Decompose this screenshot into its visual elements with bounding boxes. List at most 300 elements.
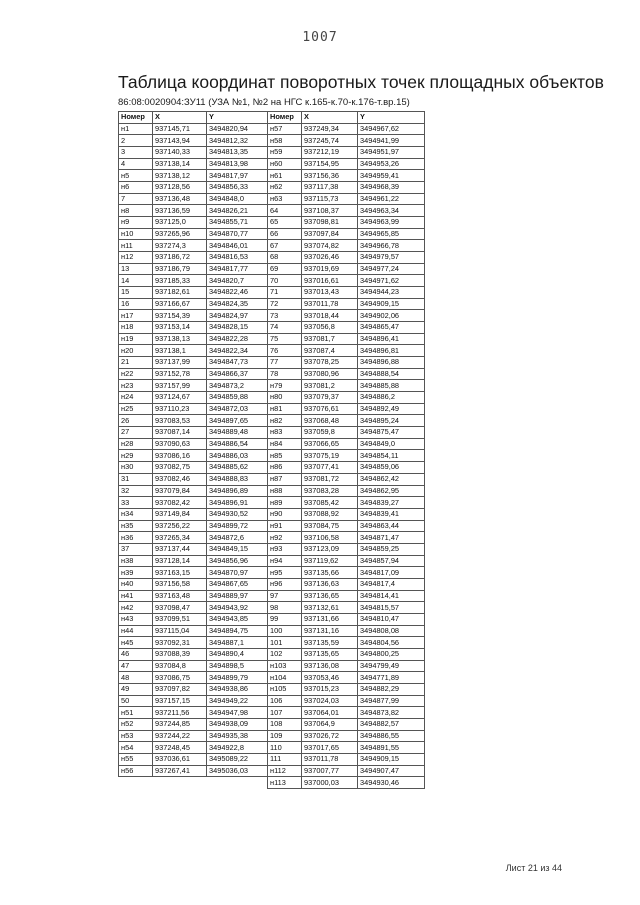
point-number: н103 bbox=[268, 660, 302, 672]
table-row bbox=[119, 462, 268, 474]
point-number: н40 bbox=[119, 578, 153, 590]
x-coordinate: 937185,33 bbox=[153, 275, 207, 287]
point-number: 101 bbox=[268, 637, 302, 649]
y-coordinate: 3494839,41 bbox=[358, 508, 425, 520]
point-number: 16 bbox=[119, 298, 153, 310]
point-number: н30 bbox=[119, 462, 153, 474]
point-number: н81 bbox=[268, 403, 302, 415]
point-number: 77 bbox=[268, 357, 302, 369]
x-coordinate: 937108,37 bbox=[302, 205, 358, 217]
table-row bbox=[268, 707, 425, 719]
point-number: н80 bbox=[268, 392, 302, 404]
y-coordinate: 3494895,24 bbox=[358, 415, 425, 427]
x-coordinate: 937131,16 bbox=[302, 625, 358, 637]
table-row bbox=[268, 508, 425, 520]
point-number: 75 bbox=[268, 333, 302, 345]
x-coordinate: 937011,78 bbox=[302, 298, 358, 310]
y-coordinate: 3494846,01 bbox=[207, 240, 268, 252]
table-row bbox=[119, 590, 268, 602]
x-coordinate: 937135,59 bbox=[302, 637, 358, 649]
y-coordinate: 3494898,5 bbox=[207, 660, 268, 672]
y-coordinate: 3494859,06 bbox=[358, 462, 425, 474]
table-row bbox=[268, 578, 425, 590]
y-coordinate: 3494875,47 bbox=[358, 427, 425, 439]
table-row bbox=[268, 695, 425, 707]
y-coordinate: 3494862,95 bbox=[358, 485, 425, 497]
table-row bbox=[119, 718, 268, 730]
y-coordinate: 3494930,52 bbox=[207, 508, 268, 520]
point-number: 74 bbox=[268, 322, 302, 334]
x-coordinate: 937098,81 bbox=[302, 217, 358, 229]
table-row bbox=[119, 170, 268, 182]
table-row bbox=[119, 287, 268, 299]
y-coordinate: 3494856,33 bbox=[207, 182, 268, 194]
x-coordinate: 937145,71 bbox=[153, 123, 207, 135]
table-row bbox=[119, 742, 268, 754]
x-coordinate: 937082,42 bbox=[153, 497, 207, 509]
x-coordinate: 937123,09 bbox=[302, 543, 358, 555]
table-row bbox=[268, 473, 425, 485]
table-row bbox=[268, 543, 425, 555]
table-row bbox=[268, 427, 425, 439]
point-number: н91 bbox=[268, 520, 302, 532]
y-coordinate: 3494894,75 bbox=[207, 625, 268, 637]
y-coordinate: 3494896,91 bbox=[207, 497, 268, 509]
y-coordinate: 3494979,57 bbox=[358, 252, 425, 264]
x-coordinate: 937157,99 bbox=[153, 380, 207, 392]
x-coordinate: 937125,0 bbox=[153, 217, 207, 229]
x-coordinate: 937081,7 bbox=[302, 333, 358, 345]
point-number: н83 bbox=[268, 427, 302, 439]
x-coordinate: 937186,72 bbox=[153, 252, 207, 264]
y-coordinate: 3494812,32 bbox=[207, 135, 268, 147]
point-number: 46 bbox=[119, 648, 153, 660]
table-row bbox=[268, 392, 425, 404]
x-coordinate: 937136,63 bbox=[302, 578, 358, 590]
table-row bbox=[119, 672, 268, 684]
x-coordinate: 937087,14 bbox=[153, 427, 207, 439]
point-number: 13 bbox=[119, 263, 153, 275]
point-number: н55 bbox=[119, 753, 153, 765]
y-coordinate: 3494855,71 bbox=[207, 217, 268, 229]
point-number: 109 bbox=[268, 730, 302, 742]
point-number: 106 bbox=[268, 695, 302, 707]
x-coordinate: 937138,12 bbox=[153, 170, 207, 182]
table-row bbox=[268, 228, 425, 240]
x-coordinate: 937085,42 bbox=[302, 497, 358, 509]
table-row bbox=[268, 590, 425, 602]
page-subtitle: 86:08:0020904:ЗУ11 (УЗА №1, №2 на НГС к.165-к.70-к.176-т.вр.15) bbox=[118, 97, 410, 108]
x-coordinate: 937143,94 bbox=[153, 135, 207, 147]
table-row bbox=[268, 298, 425, 310]
table-header-row bbox=[119, 112, 268, 124]
table-row bbox=[119, 485, 268, 497]
y-coordinate: 3494873,2 bbox=[207, 380, 268, 392]
table-row bbox=[119, 333, 268, 345]
point-number: н38 bbox=[119, 555, 153, 567]
table-row bbox=[119, 648, 268, 660]
y-coordinate: 3494871,47 bbox=[358, 532, 425, 544]
coordinates-table-left bbox=[118, 111, 268, 777]
table-row bbox=[268, 345, 425, 357]
y-coordinate: 3494828,15 bbox=[207, 322, 268, 334]
table-row bbox=[268, 450, 425, 462]
y-coordinate: 3494870,97 bbox=[207, 567, 268, 579]
y-coordinate: 3494813,35 bbox=[207, 147, 268, 159]
point-number: н88 bbox=[268, 485, 302, 497]
y-coordinate: 3494856,96 bbox=[207, 555, 268, 567]
x-coordinate: 937136,48 bbox=[153, 193, 207, 205]
point-number: н89 bbox=[268, 497, 302, 509]
header-y: Y bbox=[358, 112, 425, 124]
point-number: 65 bbox=[268, 217, 302, 229]
table-row bbox=[268, 438, 425, 450]
y-coordinate: 3494822,28 bbox=[207, 333, 268, 345]
point-number: н19 bbox=[119, 333, 153, 345]
x-coordinate: 937098,47 bbox=[153, 602, 207, 614]
y-coordinate: 3494949,22 bbox=[207, 695, 268, 707]
table-row bbox=[268, 310, 425, 322]
x-coordinate: 937149,84 bbox=[153, 508, 207, 520]
point-number: 70 bbox=[268, 275, 302, 287]
x-coordinate: 937017,65 bbox=[302, 742, 358, 754]
point-number: 67 bbox=[268, 240, 302, 252]
point-number: 47 bbox=[119, 660, 153, 672]
y-coordinate: 3494822,34 bbox=[207, 345, 268, 357]
table-row bbox=[119, 567, 268, 579]
point-number: н18 bbox=[119, 322, 153, 334]
point-number: н85 bbox=[268, 450, 302, 462]
point-number: н82 bbox=[268, 415, 302, 427]
point-number: 50 bbox=[119, 695, 153, 707]
table-row bbox=[268, 718, 425, 730]
y-coordinate: 3494943,92 bbox=[207, 602, 268, 614]
x-coordinate: 937015,23 bbox=[302, 683, 358, 695]
x-coordinate: 937086,16 bbox=[153, 450, 207, 462]
y-coordinate: 3494968,39 bbox=[358, 182, 425, 194]
x-coordinate: 937068,48 bbox=[302, 415, 358, 427]
y-coordinate: 3494938,86 bbox=[207, 683, 268, 695]
point-number: 68 bbox=[268, 252, 302, 264]
y-coordinate: 3494892,49 bbox=[358, 403, 425, 415]
table-row bbox=[268, 193, 425, 205]
point-number: н87 bbox=[268, 473, 302, 485]
y-coordinate: 3494800,25 bbox=[358, 648, 425, 660]
x-coordinate: 937274,3 bbox=[153, 240, 207, 252]
y-coordinate: 3494967,62 bbox=[358, 123, 425, 135]
y-coordinate: 3494909,15 bbox=[358, 298, 425, 310]
x-coordinate: 937097,82 bbox=[153, 683, 207, 695]
point-number: н63 bbox=[268, 193, 302, 205]
table-row bbox=[119, 555, 268, 567]
table-row bbox=[119, 427, 268, 439]
x-coordinate: 937138,13 bbox=[153, 333, 207, 345]
y-coordinate: 3494816,53 bbox=[207, 252, 268, 264]
point-number: н45 bbox=[119, 637, 153, 649]
y-coordinate: 3494817,4 bbox=[358, 578, 425, 590]
y-coordinate: 3494824,35 bbox=[207, 298, 268, 310]
point-number: 98 bbox=[268, 602, 302, 614]
point-number: 69 bbox=[268, 263, 302, 275]
y-coordinate: 3494863,44 bbox=[358, 520, 425, 532]
table-row bbox=[119, 182, 268, 194]
table-row bbox=[119, 135, 268, 147]
header-number: Номер bbox=[119, 112, 153, 124]
x-coordinate: 937099,51 bbox=[153, 613, 207, 625]
point-number: 71 bbox=[268, 287, 302, 299]
header-x: X bbox=[302, 112, 358, 124]
x-coordinate: 937135,65 bbox=[302, 648, 358, 660]
y-coordinate: 3494815,57 bbox=[358, 602, 425, 614]
y-coordinate: 3494824,97 bbox=[207, 310, 268, 322]
table-row bbox=[268, 182, 425, 194]
x-coordinate: 937087,4 bbox=[302, 345, 358, 357]
y-coordinate: 3494963,99 bbox=[358, 217, 425, 229]
table-row bbox=[268, 333, 425, 345]
x-coordinate: 937137,44 bbox=[153, 543, 207, 555]
table-row bbox=[268, 753, 425, 765]
y-coordinate: 3494889,48 bbox=[207, 427, 268, 439]
point-number: н84 bbox=[268, 438, 302, 450]
y-coordinate: 3494944,23 bbox=[358, 287, 425, 299]
y-coordinate: 3494886,55 bbox=[358, 730, 425, 742]
point-number: 97 bbox=[268, 590, 302, 602]
x-coordinate: 937267,41 bbox=[153, 765, 207, 777]
table-row bbox=[119, 497, 268, 509]
table-row bbox=[268, 205, 425, 217]
y-coordinate: 3494896,88 bbox=[358, 357, 425, 369]
x-coordinate: 937152,78 bbox=[153, 368, 207, 380]
point-number: н29 bbox=[119, 450, 153, 462]
point-number: 32 bbox=[119, 485, 153, 497]
table-row bbox=[119, 625, 268, 637]
table-row bbox=[268, 322, 425, 334]
x-coordinate: 937078,25 bbox=[302, 357, 358, 369]
x-coordinate: 937249,34 bbox=[302, 123, 358, 135]
table-row bbox=[268, 683, 425, 695]
point-number: н105 bbox=[268, 683, 302, 695]
point-number: н22 bbox=[119, 368, 153, 380]
y-coordinate: 3494866,37 bbox=[207, 368, 268, 380]
point-number: 37 bbox=[119, 543, 153, 555]
table-row bbox=[268, 368, 425, 380]
x-coordinate: 937106,58 bbox=[302, 532, 358, 544]
table-row bbox=[268, 135, 425, 147]
x-coordinate: 937000,03 bbox=[302, 777, 358, 789]
y-coordinate: 3494971,62 bbox=[358, 275, 425, 287]
table-row bbox=[268, 252, 425, 264]
x-coordinate: 937212,19 bbox=[302, 147, 358, 159]
y-coordinate: 3494938,09 bbox=[207, 718, 268, 730]
y-coordinate: 3494886,2 bbox=[358, 392, 425, 404]
x-coordinate: 937244,85 bbox=[153, 718, 207, 730]
x-coordinate: 937079,84 bbox=[153, 485, 207, 497]
point-number: н96 bbox=[268, 578, 302, 590]
x-coordinate: 937154,95 bbox=[302, 158, 358, 170]
point-number: н61 bbox=[268, 170, 302, 182]
y-coordinate: 3494862,42 bbox=[358, 473, 425, 485]
table-row bbox=[119, 193, 268, 205]
y-coordinate: 3494887,1 bbox=[207, 637, 268, 649]
y-coordinate: 3494891,55 bbox=[358, 742, 425, 754]
y-coordinate: 3494882,29 bbox=[358, 683, 425, 695]
y-coordinate: 3494822,46 bbox=[207, 287, 268, 299]
y-coordinate: 3494867,65 bbox=[207, 578, 268, 590]
header-y: Y bbox=[207, 112, 268, 124]
x-coordinate: 937244,22 bbox=[153, 730, 207, 742]
point-number: 73 bbox=[268, 310, 302, 322]
x-coordinate: 937115,04 bbox=[153, 625, 207, 637]
table-row bbox=[268, 462, 425, 474]
table-row bbox=[119, 438, 268, 450]
y-coordinate: 3494899,79 bbox=[207, 672, 268, 684]
x-coordinate: 937081,72 bbox=[302, 473, 358, 485]
y-coordinate: 3494771,89 bbox=[358, 672, 425, 684]
table-row bbox=[268, 217, 425, 229]
point-number: н51 bbox=[119, 707, 153, 719]
page-number: 1007 bbox=[302, 30, 338, 45]
y-coordinate: 3495089,22 bbox=[207, 753, 268, 765]
y-coordinate: 3494959,41 bbox=[358, 170, 425, 182]
y-coordinate: 3494872,03 bbox=[207, 403, 268, 415]
point-number: н94 bbox=[268, 555, 302, 567]
table-row bbox=[119, 637, 268, 649]
x-coordinate: 937119,62 bbox=[302, 555, 358, 567]
point-number: н5 bbox=[119, 170, 153, 182]
x-coordinate: 937016,61 bbox=[302, 275, 358, 287]
y-coordinate: 3494817,97 bbox=[207, 170, 268, 182]
table-row bbox=[268, 625, 425, 637]
table-row bbox=[268, 287, 425, 299]
point-number: 14 bbox=[119, 275, 153, 287]
x-coordinate: 937245,74 bbox=[302, 135, 358, 147]
x-coordinate: 937182,61 bbox=[153, 287, 207, 299]
table-row bbox=[268, 263, 425, 275]
point-number: 99 bbox=[268, 613, 302, 625]
table-row bbox=[268, 567, 425, 579]
table-row bbox=[119, 147, 268, 159]
point-number: н43 bbox=[119, 613, 153, 625]
x-coordinate: 937088,39 bbox=[153, 648, 207, 660]
y-coordinate: 3495036,03 bbox=[207, 765, 268, 777]
point-number: 31 bbox=[119, 473, 153, 485]
x-coordinate: 937138,14 bbox=[153, 158, 207, 170]
x-coordinate: 937166,67 bbox=[153, 298, 207, 310]
x-coordinate: 937007,77 bbox=[302, 765, 358, 777]
x-coordinate: 937138,1 bbox=[153, 345, 207, 357]
table-row bbox=[119, 123, 268, 135]
point-number: н86 bbox=[268, 462, 302, 474]
point-number: н92 bbox=[268, 532, 302, 544]
x-coordinate: 937059,8 bbox=[302, 427, 358, 439]
x-coordinate: 937066,65 bbox=[302, 438, 358, 450]
x-coordinate: 937097,84 bbox=[302, 228, 358, 240]
x-coordinate: 937082,46 bbox=[153, 473, 207, 485]
table-row bbox=[119, 450, 268, 462]
y-coordinate: 3494848,0 bbox=[207, 193, 268, 205]
x-coordinate: 937248,45 bbox=[153, 742, 207, 754]
point-number: 48 bbox=[119, 672, 153, 684]
table-row bbox=[268, 777, 425, 789]
table-row bbox=[268, 158, 425, 170]
point-number: н59 bbox=[268, 147, 302, 159]
table-row bbox=[119, 415, 268, 427]
point-number: 33 bbox=[119, 497, 153, 509]
point-number: н56 bbox=[119, 765, 153, 777]
table-row bbox=[119, 695, 268, 707]
point-number: н1 bbox=[119, 123, 153, 135]
x-coordinate: 937076,61 bbox=[302, 403, 358, 415]
point-number: н9 bbox=[119, 217, 153, 229]
sheet-counter: Лист 21 из 44 bbox=[505, 863, 562, 873]
x-coordinate: 937136,65 bbox=[302, 590, 358, 602]
table-row bbox=[119, 473, 268, 485]
y-coordinate: 3494849,15 bbox=[207, 543, 268, 555]
point-number: 107 bbox=[268, 707, 302, 719]
x-coordinate: 937056,8 bbox=[302, 322, 358, 334]
table-row bbox=[119, 753, 268, 765]
table-row bbox=[268, 648, 425, 660]
y-coordinate: 3494951,97 bbox=[358, 147, 425, 159]
x-coordinate: 937124,67 bbox=[153, 392, 207, 404]
table-row bbox=[119, 357, 268, 369]
table-row bbox=[119, 322, 268, 334]
table-row bbox=[119, 707, 268, 719]
x-coordinate: 937079,37 bbox=[302, 392, 358, 404]
x-coordinate: 937136,08 bbox=[302, 660, 358, 672]
y-coordinate: 3494963,34 bbox=[358, 205, 425, 217]
point-number: 2 bbox=[119, 135, 153, 147]
point-number: н23 bbox=[119, 380, 153, 392]
y-coordinate: 3494896,89 bbox=[207, 485, 268, 497]
point-number: н12 bbox=[119, 252, 153, 264]
x-coordinate: 937092,31 bbox=[153, 637, 207, 649]
table-row bbox=[119, 345, 268, 357]
x-coordinate: 937156,36 bbox=[302, 170, 358, 182]
point-number: 7 bbox=[119, 193, 153, 205]
x-coordinate: 937132,61 bbox=[302, 602, 358, 614]
table-row bbox=[268, 672, 425, 684]
point-number: н104 bbox=[268, 672, 302, 684]
table-row bbox=[119, 520, 268, 532]
x-coordinate: 937110,23 bbox=[153, 403, 207, 415]
y-coordinate: 3494820,94 bbox=[207, 123, 268, 135]
table-row bbox=[119, 543, 268, 555]
table-row bbox=[119, 298, 268, 310]
point-number: н62 bbox=[268, 182, 302, 194]
table-row bbox=[268, 170, 425, 182]
x-coordinate: 937064,01 bbox=[302, 707, 358, 719]
y-coordinate: 3494977,24 bbox=[358, 263, 425, 275]
page-title: Таблица координат поворотных точек площадных объектов bbox=[118, 72, 604, 92]
x-coordinate: 937074,82 bbox=[302, 240, 358, 252]
y-coordinate: 3494902,06 bbox=[358, 310, 425, 322]
table-row bbox=[119, 310, 268, 322]
table-row bbox=[119, 205, 268, 217]
y-coordinate: 3494890,4 bbox=[207, 648, 268, 660]
point-number: 27 bbox=[119, 427, 153, 439]
table-row bbox=[119, 403, 268, 415]
point-number: н20 bbox=[119, 345, 153, 357]
y-coordinate: 3494935,38 bbox=[207, 730, 268, 742]
point-number: н112 bbox=[268, 765, 302, 777]
x-coordinate: 937265,96 bbox=[153, 228, 207, 240]
x-coordinate: 937090,63 bbox=[153, 438, 207, 450]
x-coordinate: 937153,14 bbox=[153, 322, 207, 334]
table-row bbox=[268, 275, 425, 287]
y-coordinate: 3494859,88 bbox=[207, 392, 268, 404]
y-coordinate: 3494849,0 bbox=[358, 438, 425, 450]
